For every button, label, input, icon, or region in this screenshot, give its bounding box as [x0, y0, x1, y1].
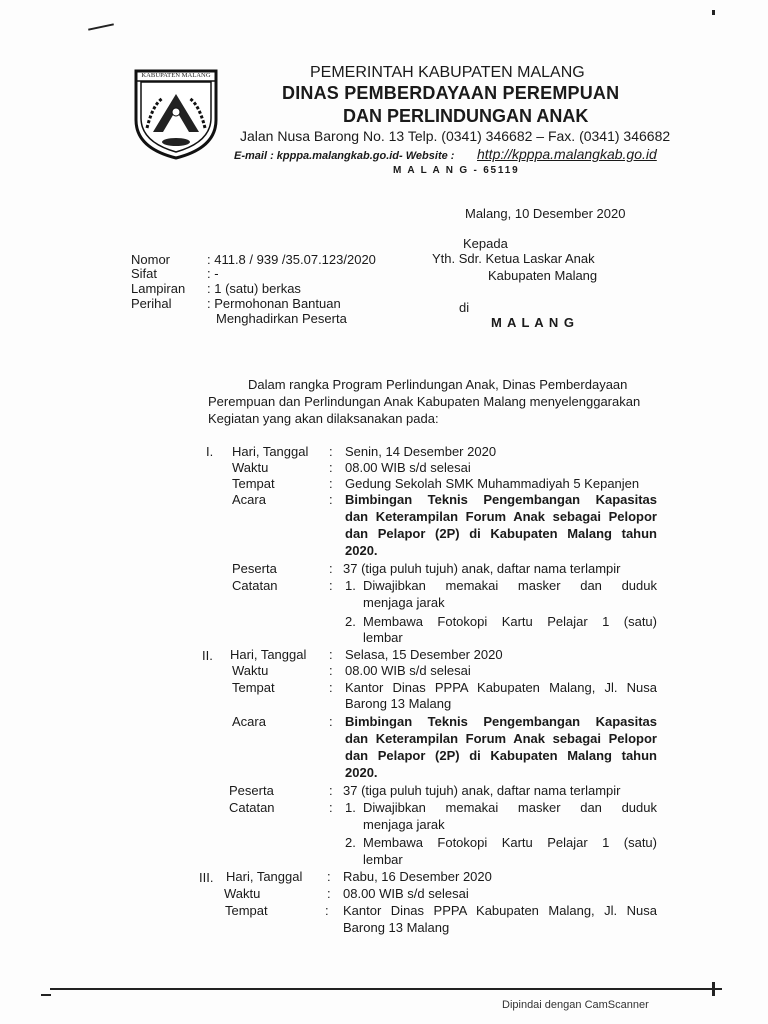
letterhead-agency-cont: DAN PERLINDUNGAN ANAK: [343, 106, 589, 126]
session-2-number: II.: [202, 648, 213, 663]
scanner-watermark: Dipindai dengan CamScanner: [502, 999, 649, 1011]
label-catatan: Catatan: [229, 800, 275, 815]
label-waktu: Waktu: [224, 886, 261, 901]
recipient-line-1: Yth. Sdr. Ketua Laskar Anak: [432, 251, 595, 266]
session-1-event-line: Bimbingan Teknis Pengembangan Kapasitas: [345, 492, 657, 507]
label-tempat: Tempat: [232, 680, 275, 695]
label-tempat: Tempat: [232, 476, 275, 491]
label-hari: Hari, Tanggal: [230, 647, 307, 662]
session-2-note-2: Membawa Fotokopi Kartu Pelajar 1 (satu): [363, 835, 657, 850]
session-2-participants: 37 (tiga puluh tujuh) anak, daftar nama terlampir: [343, 783, 621, 798]
session-1-time: 08.00 WIB s/d selesai: [345, 460, 471, 475]
label-hari: Hari, Tanggal: [226, 869, 303, 884]
session-1-event-line: dan Pelapor (2P) di Kabupaten Malang tahun: [345, 526, 657, 541]
session-1-venue: Gedung Sekolah SMK Muhammadiyah 5 Kepanjen: [345, 476, 640, 491]
session-2-note-2-cont: lembar: [363, 852, 403, 867]
meta-perihal-cont: Menghadirkan Peserta: [216, 311, 347, 326]
session-2-venue: Kantor Dinas PPPA Kabupaten Malang, Jl. Nusa: [345, 680, 657, 695]
meta-nomor-label: Nomor: [131, 252, 171, 267]
session-3-date: Rabu, 16 Desember 2020: [343, 869, 492, 884]
meta-perihal-value: : Permohonan Bantuan: [207, 296, 341, 311]
session-1-note-1-cont: menjaga jarak: [363, 595, 445, 610]
session-1-number: I.: [206, 444, 214, 459]
session-3-venue: Kantor Dinas PPPA Kabupaten Malang, Jl. Nusa: [343, 903, 657, 918]
session-1-event-line: dan Keterampilan Forum Anak sebagai Pelopor: [345, 509, 657, 524]
letter-date: Malang, 10 Desember 2020: [465, 206, 626, 221]
note-number: 1.: [345, 578, 356, 593]
label-acara: Acara: [232, 714, 266, 729]
colon: :: [329, 444, 333, 459]
colon: :: [329, 800, 333, 815]
note-number: 2.: [345, 614, 356, 629]
session-1-note-2: Membawa Fotokopi Kartu Pelajar 1 (satu): [363, 614, 657, 629]
session-3-time: 08.00 WIB s/d selesai: [343, 886, 469, 901]
colon: :: [329, 492, 333, 507]
colon: :: [329, 647, 333, 662]
colon: :: [329, 578, 333, 593]
meta-lampiran-label: Lampiran: [131, 281, 186, 296]
recipient-di: di: [459, 300, 470, 315]
colon: :: [325, 903, 329, 918]
recipient-line-2: Kabupaten Malang: [488, 268, 598, 283]
page-bottom-rule: [50, 988, 722, 990]
session-1-event-line: 2020.: [345, 543, 378, 558]
session-2-event-line: dan Keterampilan Forum Anak sebagai Pelopor: [345, 731, 657, 746]
label-waktu: Waktu: [232, 460, 269, 475]
session-2-event-line: 2020.: [345, 765, 378, 780]
session-2-note-1: Diwajibkan memakai masker dan duduk: [363, 800, 657, 815]
letterhead-agency: DINAS PEMBERDAYAAN PEREMPUAN: [282, 83, 620, 103]
label-hari: Hari, Tanggal: [232, 444, 309, 459]
colon: :: [329, 561, 333, 576]
label-peserta: Peserta: [232, 561, 277, 576]
meta-sifat-value: : -: [207, 266, 219, 281]
colon: :: [327, 869, 331, 884]
session-1-participants: 37 (tiga puluh tujuh) anak, daftar nama terlampir: [343, 561, 621, 576]
colon: :: [329, 783, 333, 798]
label-catatan: Catatan: [232, 578, 278, 593]
session-2-event-line: Bimbingan Teknis Pengembangan Kapasitas: [345, 714, 657, 729]
session-2-note-1-cont: menjaga jarak: [363, 817, 445, 832]
scan-mark: [41, 994, 51, 996]
meta-sifat-label: Sifat: [131, 266, 158, 281]
logo-caption: KABUPATEN MALANG: [141, 72, 211, 79]
session-1-note-2-cont: lembar: [363, 630, 403, 645]
label-peserta: Peserta: [229, 783, 274, 798]
recipient-kepada: Kepada: [463, 236, 508, 251]
regency-emblem-logo: [133, 68, 219, 160]
note-number: 1.: [345, 800, 356, 815]
letterhead-government: PEMERINTAH KABUPATEN MALANG: [310, 64, 585, 81]
intro-line-3: Kegiatan yang akan dilaksanakan pada:: [208, 411, 439, 426]
intro-line-2: Perempuan dan Perlindungan Anak Kabupaten Malang menyelenggarakan: [208, 394, 641, 409]
letterhead-email: E-mail : kpppa.malangkab.go.id- Website :: [234, 150, 455, 162]
colon: :: [329, 460, 333, 475]
meta-nomor-value: : 411.8 / 939 /35.07.123/2020: [207, 252, 376, 267]
letterhead-address: Jalan Nusa Barong No. 13 Telp. (0341) 346682 – Fax. (0341) 346682: [240, 128, 671, 144]
meta-lampiran-value: : 1 (satu) berkas: [207, 281, 301, 296]
session-2-venue-cont: Barong 13 Malang: [345, 696, 452, 711]
scan-mark: [712, 10, 715, 15]
session-2-date: Selasa, 15 Desember 2020: [345, 647, 503, 662]
session-1-note-1: Diwajibkan memakai masker dan duduk: [363, 578, 657, 593]
label-tempat: Tempat: [225, 903, 268, 918]
session-1-date: Senin, 14 Desember 2020: [345, 444, 497, 459]
label-waktu: Waktu: [232, 663, 269, 678]
meta-perihal-label: Perihal: [131, 296, 172, 311]
letterhead-city-postcode: M A L A N G - 65119: [393, 165, 520, 176]
recipient-city: M A L A N G: [491, 315, 575, 330]
session-2-event-line: dan Pelapor (2P) di Kabupaten Malang tahun: [345, 748, 657, 763]
note-number: 2.: [345, 835, 356, 850]
colon: :: [329, 663, 333, 678]
session-3-venue-cont: Barong 13 Malang: [343, 920, 450, 935]
intro-line-1: Dalam rangka Program Perlindungan Anak, Dinas Pemberdayaan: [248, 377, 628, 392]
colon: :: [327, 886, 331, 901]
scan-mark: [88, 23, 114, 30]
session-3-number: III.: [199, 870, 214, 885]
session-2-time: 08.00 WIB s/d selesai: [345, 663, 471, 678]
website-link[interactable]: http://kpppa.malangkab.go.id: [477, 146, 657, 162]
colon: :: [329, 714, 333, 729]
colon: :: [329, 680, 333, 695]
colon: :: [329, 476, 333, 491]
label-acara: Acara: [232, 492, 266, 507]
